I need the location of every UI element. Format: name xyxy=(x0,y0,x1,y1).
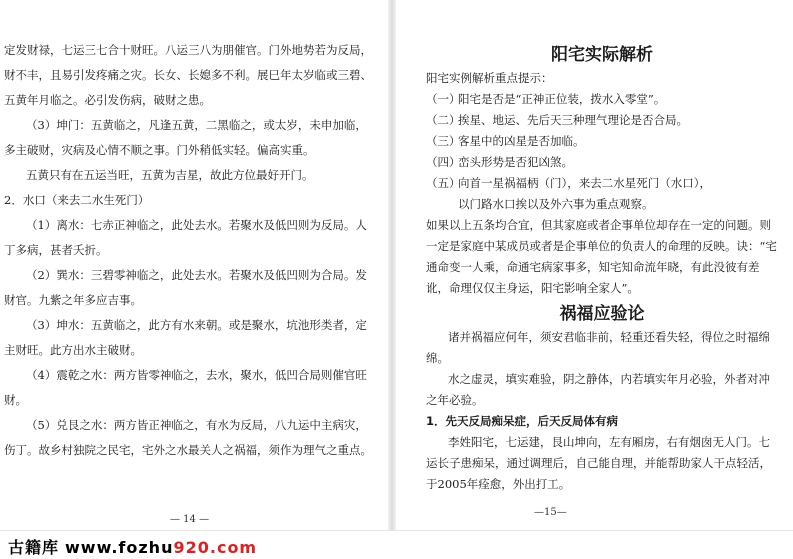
watermark-url-number: 920 xyxy=(173,538,210,557)
tip-item xyxy=(426,131,778,152)
watermark-bar xyxy=(0,530,793,559)
tip-item xyxy=(426,173,778,194)
tip-number: （五） xyxy=(426,176,461,190)
book-gutter xyxy=(388,0,396,530)
paragraph: 如果以上五条均合宜，但其家庭或者企事单位却存在一定的问题。则一定是家庭中某成员或者是企事单位的负责人的命理的反映。诀：“宅通命变一人乘，命通宅病家事多，知宅知命流年晓，有此没彼有差讹，命理仅仅主身运，阳宅影响全家人”。 xyxy=(426,218,777,295)
page-number: —15— xyxy=(534,507,567,518)
tip-text: 挨星、地运、先后天三种理气理论是否合局。 xyxy=(458,113,688,127)
left-page-body xyxy=(4,38,372,463)
section-heading: 2．水口（来去二水生死门） xyxy=(4,193,150,207)
paragraph: （2）巽水：三碧零神临之，此处去水。若聚水及低凹则为合局。发财官。九紫之年多应吉事。 xyxy=(4,268,367,307)
tip-item xyxy=(426,152,778,173)
tip-text: 向首一星祸福柄（门），来去二水星死门（水口）， xyxy=(458,176,711,190)
tip-text: 峦头形势是否犯凶煞。 xyxy=(458,155,573,169)
left-page xyxy=(0,0,390,530)
tip-text: 阳宅是否是“正神正位装，拨水入零堂”。 xyxy=(458,92,666,106)
watermark-site-name: 古籍库 xyxy=(8,538,60,557)
case-heading xyxy=(426,411,778,432)
page-number: — 14 — xyxy=(170,514,210,525)
paragraph: 李姓阳宅，七运建，艮山坤向，左有厢房，右有烟囱无人门。七运长子患痴呆，通过调理后，自己能自理，并能帮助家人干点轻活，于2005年痊愈，外出打工。 xyxy=(426,435,771,491)
section-title: 祸福应验论 xyxy=(559,304,645,324)
tip-continuation: 以门路水口挨以及外六事为重点观察。 xyxy=(458,197,654,211)
paragraph: 水之虚灵，填实难验，阴之静体，内若填实年月必验，外者对冲之年必验。 xyxy=(426,372,770,407)
tip-number: （三） xyxy=(426,134,461,148)
paragraph: 五黄只有在五运当旺，五黄为吉星，故此方位最好开门。 xyxy=(26,168,314,182)
right-page-body xyxy=(426,42,778,495)
case-title: 先天反局痴呆症，后天反局体有病 xyxy=(445,414,619,428)
paragraph: （5）兑艮之水：两方皆正神临之，有水为反局，八九运中主病灾，伤丁。故乡村独院之民宅，宅外之水最关人之祸福，须作为理气之重点。 xyxy=(4,418,372,457)
paragraph: （4）震乾之水：两方皆零神临之，去水，聚水，低凹合局则催官旺财。 xyxy=(4,368,367,407)
watermark-url-suffix: .com xyxy=(209,538,258,557)
case-number: 1． xyxy=(426,414,446,428)
tip-text: 客星中的凶星是否加临。 xyxy=(458,134,585,148)
page-title: 阳宅实际解析 xyxy=(551,45,653,65)
tip-item xyxy=(426,110,778,131)
paragraph: （3）坤水：五黄临之，此方有水来朝。或是聚水，坑池形类者，定主财旺。此方出水主破财。 xyxy=(4,318,367,357)
tip-number: （四） xyxy=(426,155,461,169)
paragraph: 诸并祸福应何年，须安君临非前，轻重还看失轻，得位之时福绵绵。 xyxy=(426,330,770,365)
tip-number: （二） xyxy=(426,113,461,127)
paragraph: （1）离水：七赤正神临之，此处去水。若聚水及低凹则为反局。人丁多病，甚者夭折。 xyxy=(4,218,367,257)
paragraph: （3）坤门：五黄临之，凡逢五黄，二黑临之，或太岁，未申加临，多主破财，灾病及心情不顺之事。门外稍低实轻。偏高实重。 xyxy=(4,118,367,157)
watermark xyxy=(8,535,257,558)
intro-line: 阳宅实例解析重点提示： xyxy=(426,71,553,85)
watermark-url-prefix: www.fozhu xyxy=(65,538,174,557)
right-page xyxy=(396,0,793,530)
tip-number: （一） xyxy=(426,92,461,106)
tip-item xyxy=(426,89,778,110)
paragraph: 定发财禄，七运三七合十财旺。八运三八为朋催官。门外地势若为反局，财不丰，且易引发疼痛之灾。长女、长媳多不利。展巳年太岁临或三碧、五黄年月临之。必引发伤病，破财之患。 xyxy=(4,43,372,107)
